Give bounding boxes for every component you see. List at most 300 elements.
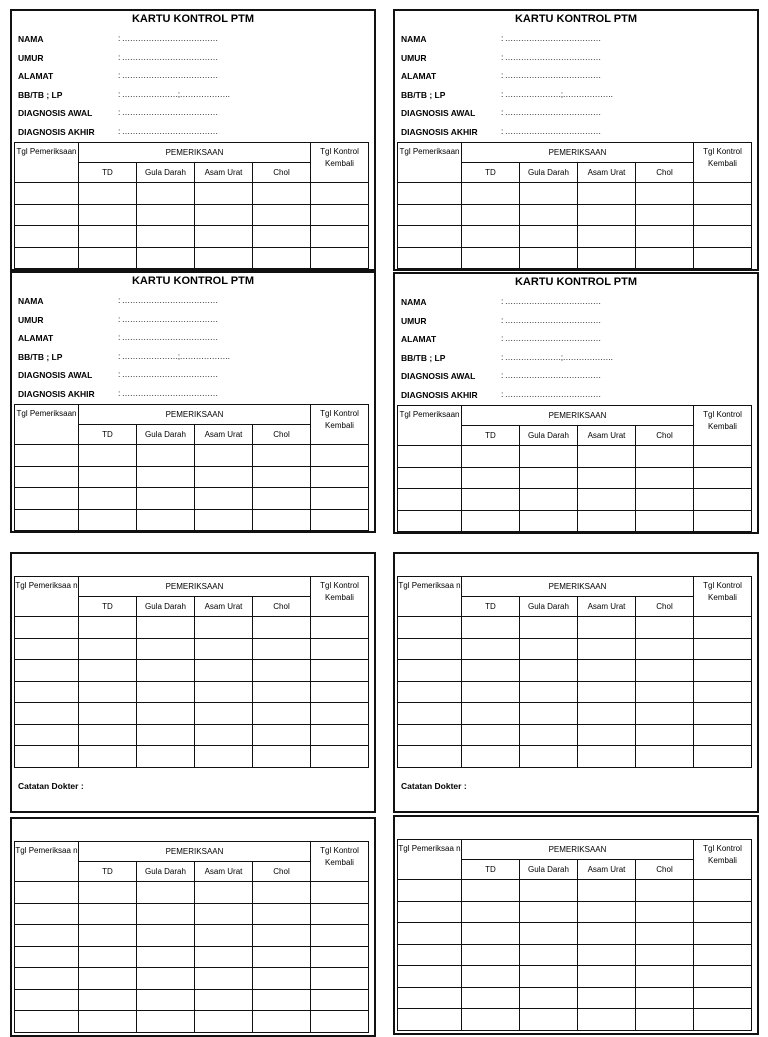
field-value[interactable]: : ……………………………… [118, 107, 218, 117]
table-cell[interactable] [195, 989, 253, 1011]
table-cell[interactable] [253, 724, 311, 746]
table-cell[interactable] [398, 746, 462, 768]
table-cell[interactable] [398, 987, 462, 1009]
table-cell[interactable] [15, 488, 79, 510]
table-cell[interactable] [578, 880, 636, 902]
table-cell[interactable] [253, 968, 311, 990]
table-cell[interactable] [462, 901, 520, 923]
table-cell[interactable] [195, 746, 253, 768]
table-cell[interactable] [253, 1011, 311, 1033]
table-cell[interactable] [462, 703, 520, 725]
table-cell[interactable] [79, 488, 137, 510]
table-cell[interactable] [311, 509, 369, 531]
table-cell[interactable] [311, 703, 369, 725]
table-cell[interactable] [462, 467, 520, 489]
table-cell[interactable] [195, 247, 253, 269]
field-value[interactable]: : …………………;………………. [118, 350, 230, 361]
table-cell[interactable] [311, 989, 369, 1011]
table-cell[interactable] [520, 489, 578, 511]
table-cell[interactable] [694, 617, 752, 639]
table-cell[interactable] [15, 617, 79, 639]
table-cell[interactable] [694, 966, 752, 988]
table-cell[interactable] [694, 746, 752, 768]
table-cell[interactable] [398, 617, 462, 639]
field-value[interactable]: : ……………………………… [118, 125, 218, 136]
table-cell[interactable] [15, 445, 79, 467]
table-cell[interactable] [462, 489, 520, 511]
table-cell[interactable] [79, 724, 137, 746]
table-cell[interactable] [195, 968, 253, 990]
table-cell[interactable] [311, 204, 369, 226]
table-cell[interactable] [195, 617, 253, 639]
table-cell[interactable] [694, 467, 752, 489]
table-cell[interactable] [15, 903, 79, 925]
table-cell[interactable] [137, 488, 195, 510]
table-cell[interactable] [79, 466, 137, 488]
table-cell[interactable] [195, 660, 253, 682]
table-cell[interactable] [636, 703, 694, 725]
field-value[interactable]: : ……………………………… [118, 33, 218, 43]
table-cell[interactable] [253, 488, 311, 510]
table-cell[interactable] [462, 226, 520, 248]
table-cell[interactable] [15, 946, 79, 968]
table-cell[interactable] [398, 489, 462, 511]
field-value[interactable]: : …………………;………………. [501, 351, 613, 362]
table-cell[interactable] [253, 746, 311, 768]
field-value[interactable]: : ……………………………… [501, 370, 601, 380]
table-cell[interactable] [694, 660, 752, 682]
table-cell[interactable] [79, 509, 137, 531]
field-value[interactable]: : ……………………………… [501, 333, 601, 343]
field-value[interactable]: : ……………………………… [118, 51, 218, 62]
table-cell[interactable] [195, 638, 253, 660]
table-cell[interactable] [195, 903, 253, 925]
table-cell[interactable] [694, 703, 752, 725]
table-cell[interactable] [636, 510, 694, 532]
table-cell[interactable] [578, 901, 636, 923]
field-value[interactable]: : ……………………………… [501, 125, 601, 136]
table-cell[interactable] [398, 923, 462, 945]
table-cell[interactable] [79, 989, 137, 1011]
table-cell[interactable] [520, 681, 578, 703]
table-cell[interactable] [253, 466, 311, 488]
table-cell[interactable] [636, 446, 694, 468]
table-cell[interactable] [311, 488, 369, 510]
table-cell[interactable] [15, 925, 79, 947]
table-cell[interactable] [15, 724, 79, 746]
table-cell[interactable] [137, 746, 195, 768]
table-cell[interactable] [311, 445, 369, 467]
table-cell[interactable] [15, 746, 79, 768]
table-cell[interactable] [636, 247, 694, 269]
table-cell[interactable] [462, 1009, 520, 1031]
table-cell[interactable] [578, 510, 636, 532]
field-row [401, 294, 741, 313]
field-label: BB/TB ; LP [401, 352, 446, 363]
table-cell[interactable] [398, 446, 462, 468]
table-cell[interactable] [578, 247, 636, 269]
table-cell[interactable] [15, 703, 79, 725]
table-cell[interactable] [398, 467, 462, 489]
table-cell[interactable] [398, 724, 462, 746]
table-cell[interactable] [462, 638, 520, 660]
table-cell[interactable] [636, 467, 694, 489]
table-cell[interactable] [636, 1009, 694, 1031]
table-cell[interactable] [694, 724, 752, 746]
table-cell[interactable] [398, 510, 462, 532]
table-cell[interactable] [462, 944, 520, 966]
table-cell[interactable] [253, 660, 311, 682]
table-cell[interactable] [195, 488, 253, 510]
table-cell[interactable] [398, 681, 462, 703]
table-cell[interactable] [578, 446, 636, 468]
table-cell[interactable] [520, 617, 578, 639]
table-cell[interactable] [398, 183, 462, 205]
table-cell[interactable] [462, 987, 520, 1009]
table-cell[interactable] [137, 989, 195, 1011]
table-cell[interactable] [578, 923, 636, 945]
table-cell[interactable] [15, 509, 79, 531]
table-cell[interactable] [520, 638, 578, 660]
table-cell[interactable] [79, 925, 137, 947]
table-cell[interactable] [578, 1009, 636, 1031]
table-cell[interactable] [636, 681, 694, 703]
table-cell[interactable] [694, 510, 752, 532]
header-asam-urat: Asam Urat [578, 426, 636, 446]
field-value[interactable]: : …………………;………………. [118, 88, 230, 99]
table-cell[interactable] [195, 204, 253, 226]
table-cell[interactable] [520, 247, 578, 269]
table-cell[interactable] [694, 204, 752, 226]
table-cell[interactable] [137, 247, 195, 269]
table-cell[interactable] [137, 445, 195, 467]
table-cell[interactable] [195, 466, 253, 488]
table-cell[interactable] [578, 987, 636, 1009]
table-cell[interactable] [578, 703, 636, 725]
table-cell[interactable] [253, 204, 311, 226]
table-cell[interactable] [15, 226, 79, 248]
table-cell[interactable] [79, 1011, 137, 1033]
table-cell[interactable] [15, 247, 79, 269]
table-cell[interactable] [15, 968, 79, 990]
table-cell[interactable] [636, 923, 694, 945]
table-cell[interactable] [636, 638, 694, 660]
table-cell[interactable] [137, 226, 195, 248]
field-value[interactable]: : ……………………………… [118, 70, 218, 80]
table-cell[interactable] [311, 1011, 369, 1033]
table-cell[interactable] [137, 509, 195, 531]
table-cell[interactable] [311, 968, 369, 990]
table-cell[interactable] [137, 946, 195, 968]
table-cell[interactable] [578, 204, 636, 226]
table-cell[interactable] [195, 226, 253, 248]
table-cell[interactable] [79, 746, 137, 768]
table-cell[interactable] [79, 882, 137, 904]
table-cell[interactable] [578, 638, 636, 660]
table-cell[interactable] [520, 944, 578, 966]
table-cell[interactable] [398, 901, 462, 923]
table-cell[interactable] [462, 746, 520, 768]
card-title: KARTU KONTROL PTM [131, 13, 254, 25]
table-cell[interactable] [311, 226, 369, 248]
table-cell[interactable] [520, 1009, 578, 1031]
table-cell[interactable] [462, 923, 520, 945]
table-cell[interactable] [15, 882, 79, 904]
table-cell[interactable] [520, 746, 578, 768]
table-cell[interactable] [15, 204, 79, 226]
table-cell[interactable] [253, 509, 311, 531]
table-row [398, 226, 752, 248]
table-cell[interactable] [15, 1011, 79, 1033]
table-cell[interactable] [253, 226, 311, 248]
table-cell[interactable] [311, 925, 369, 947]
field-value[interactable]: : ……………………………… [118, 387, 218, 398]
table-cell[interactable] [694, 247, 752, 269]
table-cell[interactable] [694, 446, 752, 468]
table-cell[interactable] [694, 1009, 752, 1031]
table-cell[interactable] [398, 966, 462, 988]
table-cell[interactable] [520, 510, 578, 532]
table-cell[interactable] [398, 226, 462, 248]
table-cell[interactable] [462, 724, 520, 746]
table-cell[interactable] [195, 882, 253, 904]
table-cell[interactable] [636, 901, 694, 923]
field-value[interactable]: : ……………………………… [118, 313, 218, 324]
table-cell[interactable] [520, 226, 578, 248]
table-cell[interactable] [462, 681, 520, 703]
table-cell[interactable] [137, 925, 195, 947]
table-cell[interactable] [137, 660, 195, 682]
field-label: NAMA [401, 34, 427, 44]
table-cell[interactable] [462, 966, 520, 988]
table-cell[interactable] [694, 638, 752, 660]
table-cell[interactable] [137, 204, 195, 226]
table-cell[interactable] [15, 989, 79, 1011]
table-cell[interactable] [137, 638, 195, 660]
table-cell[interactable] [520, 880, 578, 902]
control-card-front [10, 271, 376, 533]
table-cell[interactable] [694, 489, 752, 511]
table-cell[interactable] [520, 467, 578, 489]
field-value[interactable]: : ……………………………… [501, 33, 601, 43]
table-cell[interactable] [253, 638, 311, 660]
table-cell[interactable] [636, 944, 694, 966]
table-cell[interactable] [398, 944, 462, 966]
field-value[interactable]: : …………………;………………. [501, 88, 613, 99]
table-cell[interactable] [195, 1011, 253, 1033]
table-cell[interactable] [520, 703, 578, 725]
table-cell[interactable] [520, 901, 578, 923]
table-cell[interactable] [578, 183, 636, 205]
table-cell[interactable] [253, 247, 311, 269]
table-cell[interactable] [253, 703, 311, 725]
table-cell[interactable] [79, 968, 137, 990]
field-value[interactable]: : ……………………………… [501, 314, 601, 325]
table-cell[interactable] [520, 724, 578, 746]
table-cell[interactable] [79, 247, 137, 269]
table-cell[interactable] [253, 989, 311, 1011]
table-cell[interactable] [636, 204, 694, 226]
table-cell[interactable] [137, 183, 195, 205]
table-cell[interactable] [311, 183, 369, 205]
table-cell[interactable] [462, 204, 520, 226]
table-cell[interactable] [137, 882, 195, 904]
table-cell[interactable] [79, 703, 137, 725]
table-cell[interactable] [636, 966, 694, 988]
table-cell[interactable] [137, 466, 195, 488]
exam-table [397, 576, 752, 768]
table-cell[interactable] [253, 183, 311, 205]
table-cell[interactable] [79, 226, 137, 248]
table-cell[interactable] [253, 882, 311, 904]
table-cell[interactable] [636, 987, 694, 1009]
table-cell[interactable] [462, 247, 520, 269]
table-cell[interactable] [79, 617, 137, 639]
header-pemeriksaan: PEMERIKSAAN [79, 143, 311, 163]
table-cell[interactable] [137, 1011, 195, 1033]
table-cell[interactable] [462, 617, 520, 639]
table-cell[interactable] [195, 445, 253, 467]
table-cell[interactable] [195, 703, 253, 725]
field-value[interactable]: : ……………………………… [118, 295, 218, 305]
table-cell[interactable] [636, 880, 694, 902]
table-cell[interactable] [578, 489, 636, 511]
table-cell[interactable] [636, 226, 694, 248]
table-cell[interactable] [137, 681, 195, 703]
table-cell[interactable] [694, 183, 752, 205]
table-cell[interactable] [311, 681, 369, 703]
table-cell[interactable] [253, 946, 311, 968]
field-value[interactable]: : ……………………………… [501, 296, 601, 306]
table-cell[interactable] [520, 660, 578, 682]
field-value[interactable]: : ……………………………… [501, 388, 601, 399]
table-cell[interactable] [578, 617, 636, 639]
field-value[interactable]: : ……………………………… [501, 107, 601, 117]
table-cell[interactable] [137, 903, 195, 925]
table-cell[interactable] [15, 660, 79, 682]
table-cell[interactable] [15, 183, 79, 205]
table-cell[interactable] [462, 660, 520, 682]
table-cell[interactable] [311, 617, 369, 639]
table-cell[interactable] [578, 944, 636, 966]
table-cell[interactable] [694, 987, 752, 1009]
table-cell[interactable] [15, 681, 79, 703]
table-cell[interactable] [311, 746, 369, 768]
table-cell[interactable] [311, 882, 369, 904]
table-cell[interactable] [137, 968, 195, 990]
table-cell[interactable] [520, 204, 578, 226]
table-cell[interactable] [578, 660, 636, 682]
table-cell[interactable] [578, 724, 636, 746]
table-cell[interactable] [195, 183, 253, 205]
table-cell[interactable] [578, 681, 636, 703]
table-cell[interactable] [137, 724, 195, 746]
table-cell[interactable] [253, 925, 311, 947]
table-cell[interactable] [520, 966, 578, 988]
table-cell[interactable] [694, 880, 752, 902]
table-cell[interactable] [636, 746, 694, 768]
table-cell[interactable] [578, 746, 636, 768]
table-cell[interactable] [462, 510, 520, 532]
table-cell[interactable] [462, 880, 520, 902]
table-cell[interactable] [462, 446, 520, 468]
table-cell[interactable] [311, 660, 369, 682]
table-cell[interactable] [398, 247, 462, 269]
table-cell[interactable] [694, 226, 752, 248]
table-cell[interactable] [578, 966, 636, 988]
header-gula-darah: Gula Darah [137, 163, 195, 183]
table-cell[interactable] [578, 226, 636, 248]
table-cell[interactable] [694, 923, 752, 945]
table-cell[interactable] [694, 901, 752, 923]
table-cell[interactable] [578, 467, 636, 489]
table-cell[interactable] [137, 703, 195, 725]
table-cell[interactable] [195, 681, 253, 703]
table-cell[interactable] [79, 183, 137, 205]
table-cell[interactable] [694, 681, 752, 703]
table-cell[interactable] [520, 446, 578, 468]
table-cell[interactable] [520, 923, 578, 945]
table-cell[interactable] [520, 987, 578, 1009]
table-cell[interactable] [636, 183, 694, 205]
table-cell[interactable] [462, 183, 520, 205]
table-cell[interactable] [311, 946, 369, 968]
table-cell[interactable] [195, 925, 253, 947]
field-value[interactable]: : ……………………………… [501, 70, 601, 80]
table-cell[interactable] [520, 183, 578, 205]
table-cell[interactable] [398, 880, 462, 902]
table-cell[interactable] [636, 617, 694, 639]
table-row [398, 510, 752, 532]
table-cell[interactable] [79, 903, 137, 925]
field-value[interactable]: : ……………………………… [118, 332, 218, 342]
table-cell[interactable] [253, 617, 311, 639]
table-cell[interactable] [15, 466, 79, 488]
table-cell[interactable] [398, 703, 462, 725]
table-cell[interactable] [79, 660, 137, 682]
table-cell[interactable] [137, 617, 195, 639]
table-cell[interactable] [253, 445, 311, 467]
table-cell[interactable] [195, 724, 253, 746]
table-cell[interactable] [79, 681, 137, 703]
table-cell[interactable] [311, 638, 369, 660]
table-cell[interactable] [15, 638, 79, 660]
table-cell[interactable] [195, 946, 253, 968]
table-cell[interactable] [195, 509, 253, 531]
table-cell[interactable] [398, 1009, 462, 1031]
table-cell[interactable] [79, 946, 137, 968]
table-cell[interactable] [636, 660, 694, 682]
table-cell[interactable] [311, 903, 369, 925]
table-cell[interactable] [694, 944, 752, 966]
header-tgl-kontrol-kembali: Tgl Kontrol Kembali [311, 143, 369, 183]
table-cell[interactable] [398, 204, 462, 226]
table-cell[interactable] [253, 903, 311, 925]
table-cell[interactable] [311, 466, 369, 488]
table-cell[interactable] [79, 445, 137, 467]
table-cell[interactable] [398, 660, 462, 682]
table-cell[interactable] [311, 247, 369, 269]
table-cell[interactable] [79, 638, 137, 660]
field-value[interactable]: : ……………………………… [501, 51, 601, 62]
table-cell[interactable] [253, 681, 311, 703]
table-cell[interactable] [636, 724, 694, 746]
table-cell[interactable] [398, 638, 462, 660]
field-value[interactable]: : ……………………………… [118, 369, 218, 379]
table-cell[interactable] [636, 489, 694, 511]
table-cell[interactable] [79, 204, 137, 226]
table-cell[interactable] [311, 724, 369, 746]
